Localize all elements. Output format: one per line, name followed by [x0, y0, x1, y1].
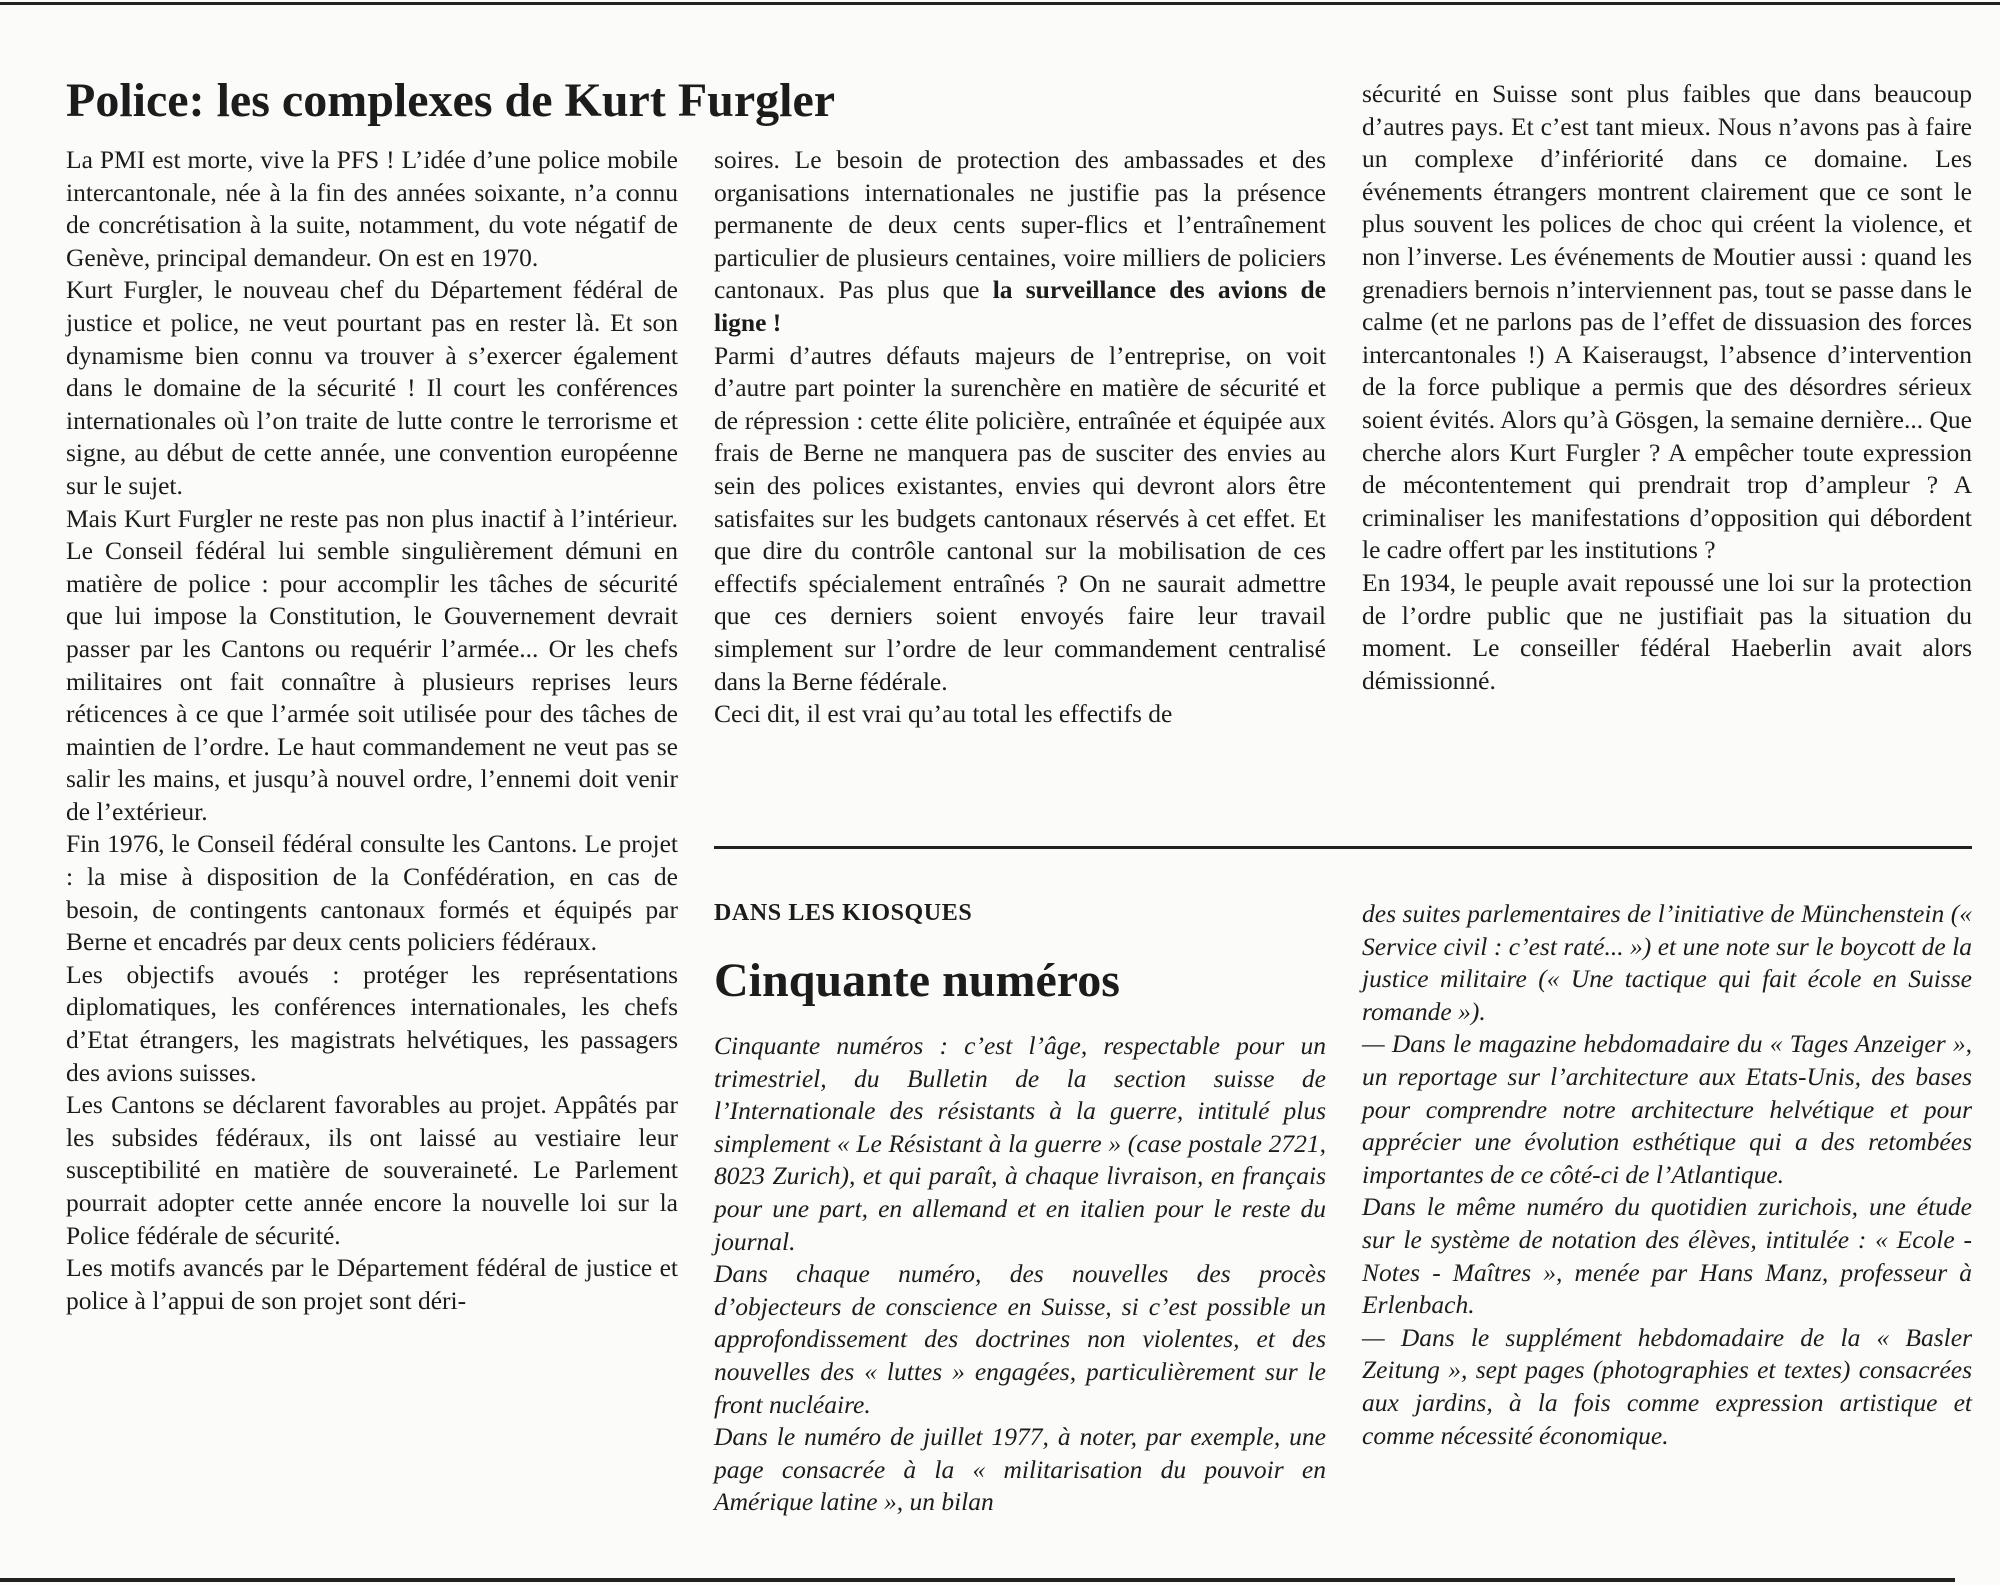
- paragraph: des suites parlementaires de l’initiative de Münchenstein (« Service civil : c’est raté... ») et une note sur le boycott de la justice militaire (« Une tactique qui fait école en Suisse romande »).: [1362, 899, 1972, 1026]
- kiosques-column-right: [1362, 898, 1972, 1452]
- article-title: Police: les complexes de Kurt Furgler: [66, 74, 836, 127]
- paragraph: Parmi d’autres défauts majeurs de l’entreprise, on voit d’autre part pointer la surenchère en matière de sécurité et de répression : cette élite policière, entraînée et équipée aux frais de Berne ne manquera pas de susciter des envies au sein des polices existantes, envies qui devront alors être satisfaites sur les budgets cantonaux réservés à cet effet. Et que dire du contrôle cantonal sur la mobilisation de ces effectifs spécialement entraînés ? On ne saurait admettre que ces derniers soient envoyés faire leur travail simplement sur l’ordre de leur commandement centralisé dans la Berne fédérale.: [714, 340, 1326, 696]
- article-column-3: [1362, 78, 1972, 697]
- section-kicker: DANS LES KIOSQUES: [714, 900, 973, 926]
- section-divider: [714, 846, 1972, 849]
- paragraph: [714, 144, 1326, 340]
- paragraph: Les objectifs avoués : protéger les représentations diplomatiques, les conférences internationales, les chefs d’Etat étrangers, les magistrats helvétiques, les passagers des avions suisses.: [66, 959, 678, 1087]
- kiosques-title: Cinquante numéros: [714, 954, 1120, 1007]
- paragraph: Ceci dit, il est vrai qu’au total les effectifs de: [714, 699, 1173, 729]
- paragraph: — Dans le magazine hebdomadaire du « Tages Anzeiger », un reportage sur l’architecture aux Etats-Unis, des bases pour comprendre notre architecture helvétique et pour apprécier une évolution esthétique qui a des retombées importantes de ce côté-ci de l’Atlantique.: [1362, 1029, 1972, 1189]
- paragraph: Kurt Furgler, le nouveau chef du Département fédéral de justice et police, ne veut pourtant pas en rester là. Et son dynamisme bien connu va trouver à s’exercer également dans le domaine de la sécurité ! Il court les conférences internationales où l’on traite de lutte contre le terrorisme et signe, au début de cette année, une convention européenne sur le sujet.: [66, 275, 678, 500]
- paragraph: — Dans le supplément hebdomadaire de la « Basler Zeitung », sept pages (photographies et textes) consacrées aux jardins, à la fois comme expression artistique et comme nécessité économique.: [1362, 1322, 1972, 1450]
- paragraph: Mais Kurt Furgler ne reste pas non plus inactif à l’intérieur. Le Conseil fédéral lui semble singulièrement démuni en matière de police : pour accomplir les tâches de sécurité que lui impose la Constitution, le Gouvernement devrait passer par les Cantons ou requérir l’armée... Or les chefs militaires ont fait connaître à plusieurs reprises leurs réticences à ce que l’armée soit utilisée pour des tâches de maintien de l’ordre. Le haut commandement ne veut pas se salir les mains, et jusqu’à nouvel ordre, l’ennemi doit venir de l’extérieur.: [66, 503, 678, 826]
- bottom-rule: [0, 1578, 1955, 1582]
- paragraph-text: soires. Le besoin de protection des ambassades et des organisations internationales ne justifie pas la présence permanente de deux cents super-flics et l’entraînement particulier de plusieurs centaines, voire milliers de policiers cantonaux. Pas plus que: [714, 145, 1326, 305]
- kiosques-column-left: [714, 1030, 1326, 1519]
- paragraph: Les motifs avancés par le Département fédéral de justice et police à l’appui de son projet sont déri-: [66, 1253, 678, 1315]
- article-column-2: [714, 144, 1326, 731]
- paragraph: Dans chaque numéro, des nouvelles des procès d’objecteurs de conscience en Suisse, si c’est possible un approfondissement des doctrines non violentes, et des nouvelles des « luttes » engagées, particulièrement sur le front nucléaire.: [714, 1259, 1326, 1419]
- paragraph: Fin 1976, le Conseil fédéral consulte les Cantons. Le projet : la mise à disposition de la Confédération, en cas de besoin, de contingents cantonaux formés et équipés par Berne et encadrés par deux cents policiers fédéraux.: [66, 829, 678, 957]
- paragraph: Les Cantons se déclarent favorables au projet. Appâtés par les subsides fédéraux, ils ont laissé au vestiaire leur susceptibilité en matière de souveraineté. Le Parlement pourrait adopter cette année encore la nouvelle loi sur la Police fédérale de sécurité.: [66, 1090, 678, 1250]
- emphasis-text: la surveillance des avions de ligne !: [714, 275, 1326, 337]
- article-column-1: [66, 144, 678, 1317]
- paragraph: Dans le même numéro du quotidien zurichois, une étude sur le système de notation des élèves, intitulée : « Ecole - Notes - Maîtres », menée par Hans Manz, professeur à Erlenbach.: [1362, 1192, 1972, 1320]
- top-rule: [0, 2, 2000, 5]
- paragraph: La PMI est morte, vive la PFS ! L’idée d’une police mobile intercantonale, née à la fin des années soixante, n’a connu de concrétisation à la suite, notamment, du vote négatif de Genève, principal demandeur. On est en 1970.: [66, 145, 678, 272]
- paragraph: Cinquante numéros : c’est l’âge, respectable pour un trimestriel, du Bulletin de la section suisse de l’Internationale des résistants à la guerre, intitulé plus simplement « Le Résistant à la guerre » (case postale 2721, 8023 Zurich), et qui paraît, à chaque livraison, en français pour une part, en allemand et en italien pour le reste du journal.: [714, 1031, 1326, 1256]
- paragraph: En 1934, le peuple avait repoussé une loi sur la protection de l’ordre public que ne justifiait pas la situation du moment. Le conseiller fédéral Haeberlin avait alors démissionné.: [1362, 567, 1972, 695]
- paragraph: Dans le numéro de juillet 1977, à noter, par exemple, une page consacrée à la « militarisation du pouvoir en Amérique latine », un bilan: [714, 1422, 1326, 1517]
- paragraph: sécurité en Suisse sont plus faibles que dans beaucoup d’autres pays. Et c’est tant mieux. Nous n’avons pas à faire un complexe d’infériorité dans ce domaine. Les événements étrangers montrent clairement que ce sont le plus souvent les polices de choc qui créent la violence, et non l’inverse. Les événements de Moutier aussi : quand les grenadiers bernois n’interviennent pas, tout se passe dans le calme (et ne parlons pas de l’effet de dissuasion des forces intercantonales !) A Kaiseraugst, l’absence d’intervention de la force publique a permis que des désordres sérieux soient évités. Alors qu’à Gösgen, la semaine dernière... Que cherche alors Kurt Furgler ? A empêcher toute expression de mécontentement qui prendrait trop d’ampleur ? A criminaliser les manifestations d’opposition qui débordent le cadre offert par les institutions ?: [1362, 79, 1972, 565]
